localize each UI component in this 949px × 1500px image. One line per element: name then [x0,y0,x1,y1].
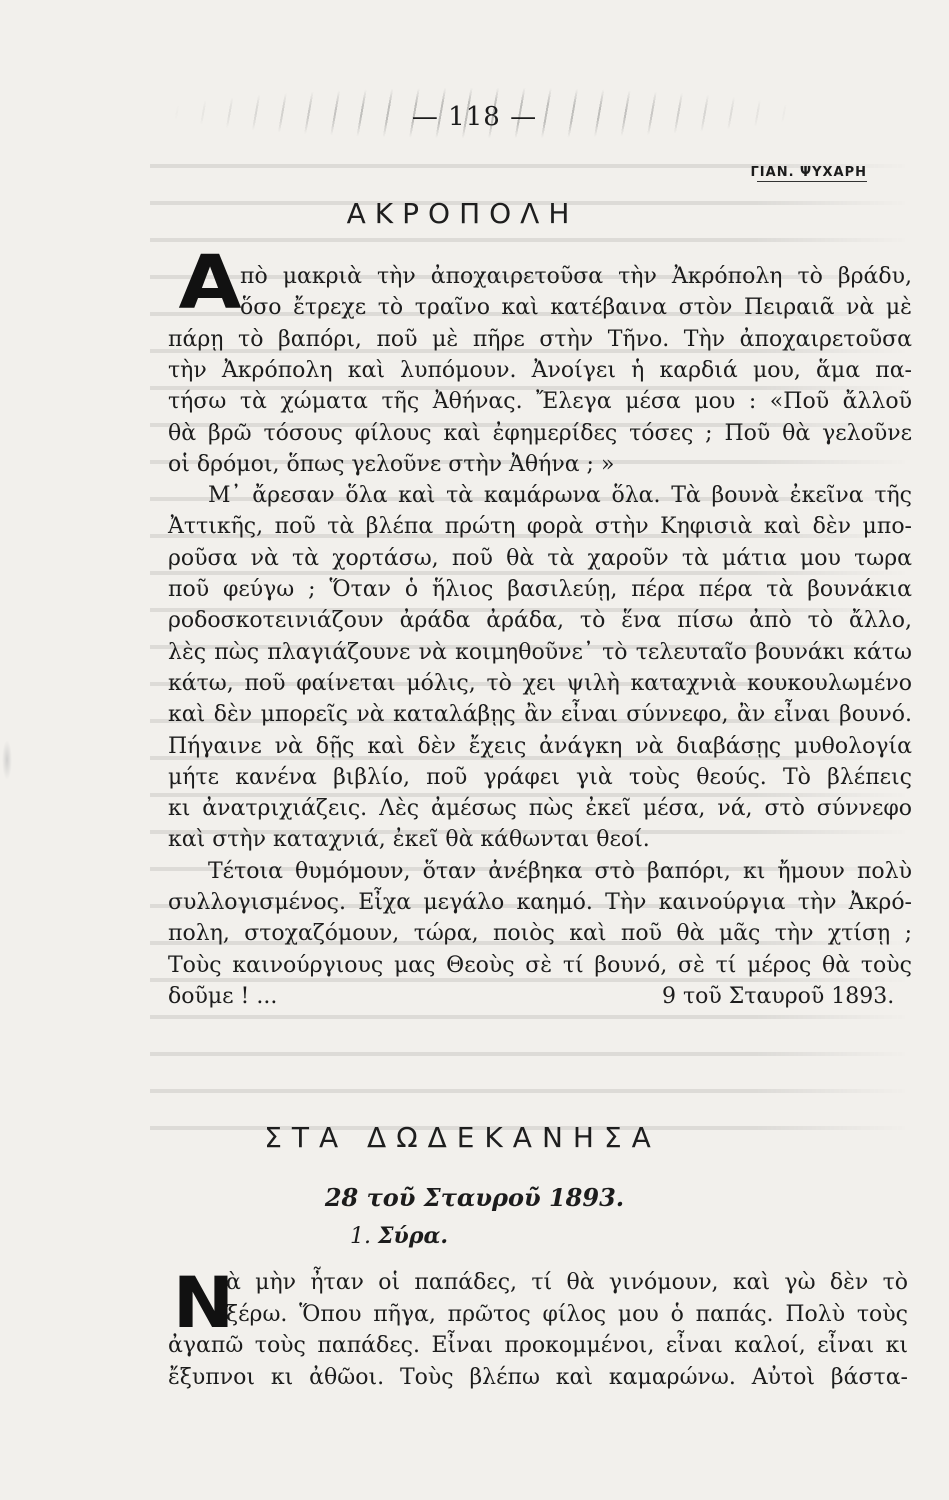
text-line: ροῦσα νὰ τὰ χορτάσω, ποῦ θὰ τὰ χαροῦν τὰ μάτια μου τωρα [168,545,912,571]
section-title-dodekanisa: ΣΤΑ ΔΩΔΕΚΑΝΗΣΑ [264,1121,661,1154]
closing-date: 9 τοῦ Σταυροῦ 1893. [662,983,895,1009]
text-line: ροδοσκοτεινιάζουν ἀράδα ἀράδα, τὸ ἕνα πίσω ἀπὸ τὸ ἄλλο, [168,608,912,634]
author-name: ΓΙΑΝ. ΨΥΧΑΡΗ [750,165,867,180]
paper-speck [2,740,12,780]
drop-cap-nu: Ν [172,1262,235,1344]
text-line: καὶ δὲν μπορεῖς νὰ καταλάβῃς ἂν εἶναι σύννεφο, ἂν εἶναι βουνό. [168,702,912,728]
text-line: ξέρω. Ὅπου πῆγα, πρῶτος φίλος μου ὁ παπάς. Πολὺ τοὺς [226,1301,908,1327]
island-number: 1. [350,1224,371,1249]
text-line: μήτε κανένα βιβλίο, ποῦ γράφει γιὰ τοὺς θεούς. Τὸ βλέπεις [168,764,912,790]
text-line: κάτω, ποῦ φαίνεται μόλις, τὸ χει ψιλὴ καταχνιὰ κουκουλωμένο [168,670,912,696]
text-line: θὰ βρῶ τόσους φίλους καὶ ἐφημερίδες τόσες ; Ποῦ θὰ γελοῦνε [168,420,912,446]
page-number: — 118 — [411,102,538,132]
text-line: πὸ μακριὰ τὴν ἀποχαιρετοῦσα τὴν Ἀκρόπολη τὸ βράδυ, [240,264,912,289]
drop-cap-alpha: Α [178,240,242,326]
text-line: Πήγαινε νὰ δῇς καὶ δὲν ἔχεις ἀνάγκη νὰ διαβάσῃς μυθολογία [168,733,912,759]
text-line: Τοὺς καινούργιους μας Θεοὺς σὲ τί βουνό, σὲ τί μέρος θὰ τοὺς [168,952,912,978]
text-line: πάρῃ τὸ βαπόρι, ποῦ μὲ πῆρε στὴν Τῆνο. Τὴν ἀποχαιρετοῦσα [168,326,912,352]
text-line: συλλογισμένος. Εἶχα μεγάλο καημό. Τὴν καινούργια τὴν Ἀκρό- [168,890,912,915]
text-line: πολη, στοχαζόμουν, τώρα, ποιὸς καὶ ποῦ θὰ μᾶς τὴν χτίσῃ ; [168,921,912,947]
text-line: κι ἀνατριχιάζεις. Λὲς ἀμέσως πὼς ἐκεῖ μέσα, νά, στὸ σύννεφο [168,796,912,822]
island-name: Σύρα. [378,1223,449,1249]
text-line: ὰ μὴν ἦταν οἱ παπάδες, τί θὰ γινόμουν, καὶ γὼ δὲν τὸ [226,1270,908,1295]
text-line: ἀγαπῶ τοὺς παπάδες. Εἶναι προκομμένοι, εἶναι καλοί, εἶναι κι [168,1333,908,1358]
entry-date: 28 τοῦ Σταυροῦ 1893. [324,1183,625,1212]
text-line: Ἀττικῆς, ποῦ τὰ βλέπα πρώτη φορὰ στὴν Κηφισιὰ καὶ δὲν μπο- [168,514,912,540]
text-line: Μ᾿ ἄρεσαν ὅλα καὶ τὰ καμάρωνα ὅλα. Τὰ βουνὰ ἐκεῖνα τῆς [208,483,912,509]
text-line: λὲς πὼς πλαγιάζουνε νὰ κοιμηθοῦνε᾿ τὸ τελευταῖο βουνάκι κάτω [168,639,912,665]
island-heading [350,1223,448,1249]
section-title-akropoli: ΑΚΡΟΠΟΛΗ [346,197,579,230]
text-line: τήσω τὰ χώματα τῆς Ἀθήνας. Ἔλεγα μέσα μου : «Ποῦ ἄλλοῦ [168,389,912,415]
text-line: ποῦ φεύγω ; Ὅταν ὁ ἥλιος βασιλεύῃ, πέρα πέρα τὰ βουνάκια [168,577,912,602]
text-line: τὴν Ἀκρόπολη καὶ λυπόμουν. Ἀνοίγει ἡ καρδιά μου, ἅμα πα- [168,357,912,383]
text-line: ἔξυπνοι κι ἀθῶοι. Τοὺς βλέπω καὶ καμαρώνω. Αὐτοὶ βάστα- [168,1364,908,1390]
text-line: ὅσο ἔτρεχε τὸ τραῖνο καὶ κατέβαινα στὸν Πειραιᾶ νὰ μὲ [240,295,912,321]
text-line: οἱ δρόμοι, ὅπως γελοῦνε στὴν Ἀθήνα ; » [168,451,615,477]
text-line: Τέτοια θυμόμουν, ὅταν ἀνέβηκα στὸ βαπόρι, κι ἤμουν πολὺ [208,858,912,884]
author-underline [757,181,867,182]
text-line: δοῦμε ! ... [168,983,278,1009]
text-line: καὶ στὴν καταχνιά, ἐκεῖ θὰ κάθωνται θεοί. [168,827,650,853]
